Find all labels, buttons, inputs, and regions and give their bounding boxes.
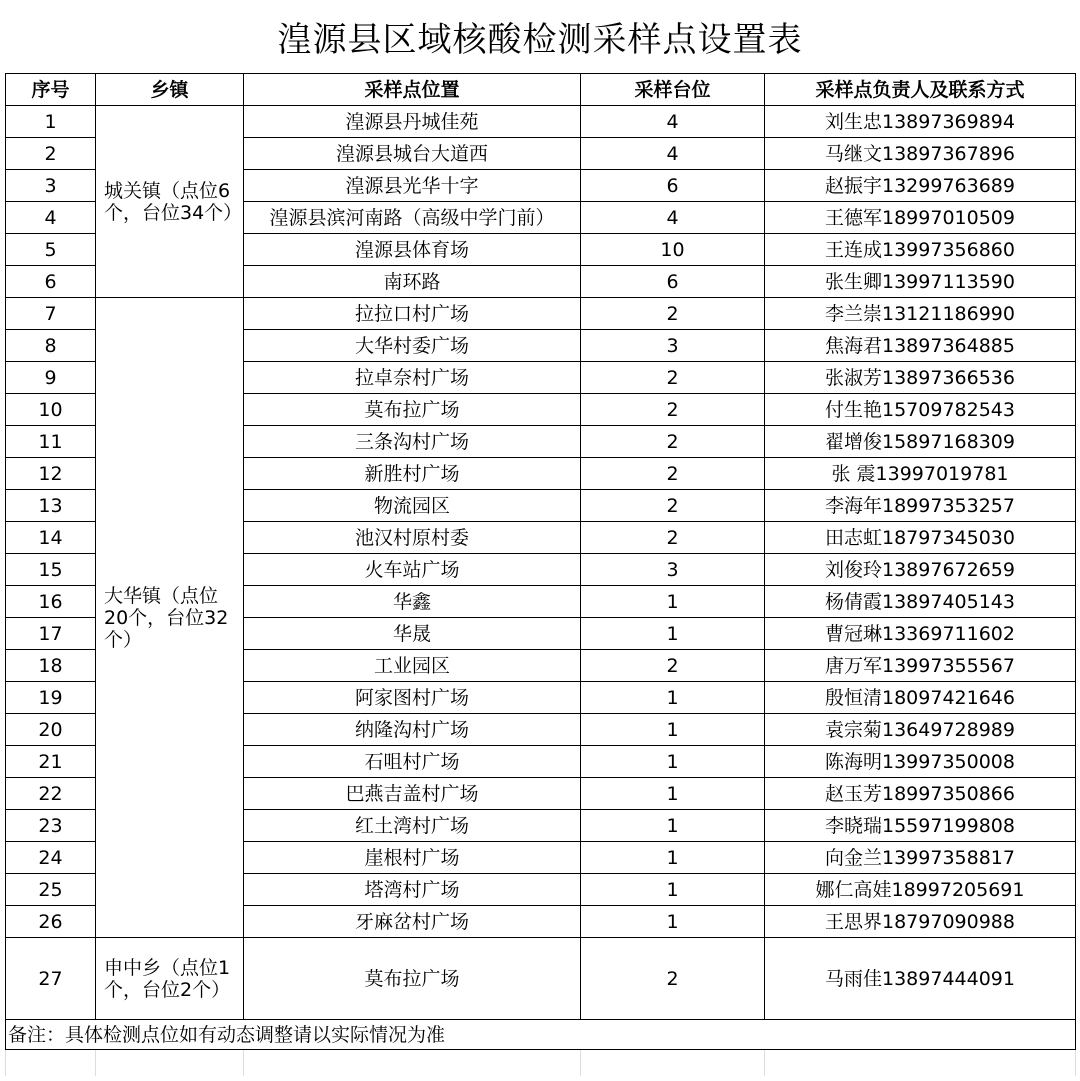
desks-cell: 1 bbox=[581, 618, 765, 650]
desks-cell: 2 bbox=[581, 522, 765, 554]
row-number: 14 bbox=[6, 522, 96, 554]
location-cell: 华晟 bbox=[244, 618, 581, 650]
location-cell: 湟源县体育场 bbox=[244, 234, 581, 266]
contact-cell: 向金兰13997358817 bbox=[765, 842, 1076, 874]
location-cell: 巴燕吉盖村广场 bbox=[244, 778, 581, 810]
desks-cell: 2 bbox=[581, 426, 765, 458]
location-cell: 塔湾村广场 bbox=[244, 874, 581, 906]
contact-cell: 刘生忠13897369894 bbox=[765, 106, 1076, 138]
location-cell: 池汉村原村委 bbox=[244, 522, 581, 554]
row-number: 27 bbox=[6, 938, 96, 1020]
row-number: 18 bbox=[6, 650, 96, 682]
page-title: 湟源县区域核酸检测采样点设置表 bbox=[277, 20, 803, 60]
row-number: 9 bbox=[6, 362, 96, 394]
row-number: 11 bbox=[6, 426, 96, 458]
row-number: 22 bbox=[6, 778, 96, 810]
row-number: 16 bbox=[6, 586, 96, 618]
contact-cell: 翟增俊15897168309 bbox=[765, 426, 1076, 458]
contact-cell: 马雨佳13897444091 bbox=[765, 938, 1076, 1020]
desks-cell: 10 bbox=[581, 234, 765, 266]
note-text: 备注：具体检测点位如有动态调整请以实际情况为准 bbox=[6, 1020, 1076, 1050]
row-number: 26 bbox=[6, 906, 96, 938]
row-number: 23 bbox=[6, 810, 96, 842]
contact-cell: 张淑芳13897366536 bbox=[765, 362, 1076, 394]
contact-cell: 李海年18997353257 bbox=[765, 490, 1076, 522]
contact-cell: 张 震13997019781 bbox=[765, 458, 1076, 490]
desks-cell: 2 bbox=[581, 650, 765, 682]
desks-cell: 2 bbox=[581, 362, 765, 394]
town-cell: 大华镇（点位20个，台位32个） bbox=[96, 298, 244, 938]
header-desks: 采样台位 bbox=[581, 74, 765, 106]
header-town: 乡镇 bbox=[96, 74, 244, 106]
row-number: 4 bbox=[6, 202, 96, 234]
location-cell: 崖根村广场 bbox=[244, 842, 581, 874]
location-cell: 纳隆沟村广场 bbox=[244, 714, 581, 746]
table-row bbox=[6, 938, 1076, 1020]
desks-cell: 2 bbox=[581, 458, 765, 490]
desks-cell: 1 bbox=[581, 842, 765, 874]
location-cell: 拉卓奈村广场 bbox=[244, 362, 581, 394]
desks-cell: 3 bbox=[581, 554, 765, 586]
desks-cell: 6 bbox=[581, 266, 765, 298]
row-number: 12 bbox=[6, 458, 96, 490]
contact-cell: 焦海君13897364885 bbox=[765, 330, 1076, 362]
row-number: 7 bbox=[6, 298, 96, 330]
row-number: 2 bbox=[6, 138, 96, 170]
header-contact: 采样点负责人及联系方式 bbox=[765, 74, 1076, 106]
desks-cell: 1 bbox=[581, 810, 765, 842]
row-number: 8 bbox=[6, 330, 96, 362]
desks-cell: 4 bbox=[581, 202, 765, 234]
desks-cell: 1 bbox=[581, 714, 765, 746]
note-row bbox=[6, 1020, 1076, 1050]
location-cell: 南环路 bbox=[244, 266, 581, 298]
contact-cell: 田志虹18797345030 bbox=[765, 522, 1076, 554]
location-cell: 莫布拉广场 bbox=[244, 394, 581, 426]
location-cell: 物流园区 bbox=[244, 490, 581, 522]
table-row bbox=[6, 298, 1076, 330]
contact-cell: 王连成13997356860 bbox=[765, 234, 1076, 266]
location-cell: 火车站广场 bbox=[244, 554, 581, 586]
location-cell: 牙麻岔村广场 bbox=[244, 906, 581, 938]
contact-cell: 唐万军13997355567 bbox=[765, 650, 1076, 682]
row-number: 24 bbox=[6, 842, 96, 874]
contact-cell: 赵玉芳18997350866 bbox=[765, 778, 1076, 810]
location-cell: 石咀村广场 bbox=[244, 746, 581, 778]
contact-cell: 马继文13897367896 bbox=[765, 138, 1076, 170]
desks-cell: 4 bbox=[581, 138, 765, 170]
contact-cell: 张生卿13997113590 bbox=[765, 266, 1076, 298]
contact-cell: 赵振宇13299763689 bbox=[765, 170, 1076, 202]
location-cell: 湟源县城台大道西 bbox=[244, 138, 581, 170]
contact-cell: 王思界18797090988 bbox=[765, 906, 1076, 938]
table-header-row bbox=[6, 74, 1076, 106]
contact-cell: 刘俊玲13897672659 bbox=[765, 554, 1076, 586]
location-cell: 新胜村广场 bbox=[244, 458, 581, 490]
header-location: 采样点位置 bbox=[244, 74, 581, 106]
row-number: 21 bbox=[6, 746, 96, 778]
row-number: 25 bbox=[6, 874, 96, 906]
desks-cell: 1 bbox=[581, 778, 765, 810]
location-cell: 莫布拉广场 bbox=[244, 938, 581, 1020]
contact-cell: 王德军18997010509 bbox=[765, 202, 1076, 234]
desks-cell: 2 bbox=[581, 298, 765, 330]
row-number: 10 bbox=[6, 394, 96, 426]
location-cell: 湟源县光华十字 bbox=[244, 170, 581, 202]
contact-cell: 殷恒清18097421646 bbox=[765, 682, 1076, 714]
row-number: 6 bbox=[6, 266, 96, 298]
contact-cell: 付生艳15709782543 bbox=[765, 394, 1076, 426]
desks-cell: 1 bbox=[581, 906, 765, 938]
desks-cell: 3 bbox=[581, 330, 765, 362]
desks-cell: 2 bbox=[581, 490, 765, 522]
contact-cell: 杨倩霞13897405143 bbox=[765, 586, 1076, 618]
row-number: 3 bbox=[6, 170, 96, 202]
row-number: 5 bbox=[6, 234, 96, 266]
row-number: 20 bbox=[6, 714, 96, 746]
desks-cell: 6 bbox=[581, 170, 765, 202]
document-page bbox=[5, 0, 1075, 1076]
contact-cell: 李兰崇13121186990 bbox=[765, 298, 1076, 330]
location-cell: 阿家图村广场 bbox=[244, 682, 581, 714]
location-cell: 拉拉口村广场 bbox=[244, 298, 581, 330]
location-cell: 红土湾村广场 bbox=[244, 810, 581, 842]
contact-cell: 曹冠琳13369711602 bbox=[765, 618, 1076, 650]
location-cell: 湟源县滨河南路（高级中学门前） bbox=[244, 202, 581, 234]
contact-cell: 李晓瑞15597199808 bbox=[765, 810, 1076, 842]
desks-cell: 2 bbox=[581, 394, 765, 426]
location-cell: 三条沟村广场 bbox=[244, 426, 581, 458]
contact-cell: 陈海明13997350008 bbox=[765, 746, 1076, 778]
header-no: 序号 bbox=[6, 74, 96, 106]
location-cell: 湟源县丹城佳苑 bbox=[244, 106, 581, 138]
location-cell: 工业园区 bbox=[244, 650, 581, 682]
row-number: 19 bbox=[6, 682, 96, 714]
town-cell: 申中乡（点位1个，台位2个） bbox=[96, 938, 244, 1020]
desks-cell: 1 bbox=[581, 586, 765, 618]
row-number: 15 bbox=[6, 554, 96, 586]
contact-cell: 袁宗菊13649728989 bbox=[765, 714, 1076, 746]
row-number: 1 bbox=[6, 106, 96, 138]
town-cell: 城关镇（点位6个，台位34个） bbox=[96, 106, 244, 298]
location-cell: 华鑫 bbox=[244, 586, 581, 618]
row-number: 17 bbox=[6, 618, 96, 650]
row-number: 13 bbox=[6, 490, 96, 522]
sampling-sites-table bbox=[5, 73, 1076, 1076]
desks-cell: 4 bbox=[581, 106, 765, 138]
blank-row bbox=[6, 1050, 1076, 1077]
location-cell: 大华村委广场 bbox=[244, 330, 581, 362]
table-body bbox=[6, 106, 1076, 1020]
desks-cell: 2 bbox=[581, 938, 765, 1020]
table-row bbox=[6, 106, 1076, 138]
desks-cell: 1 bbox=[581, 746, 765, 778]
contact-cell: 娜仁高娃18997205691 bbox=[765, 874, 1076, 906]
desks-cell: 1 bbox=[581, 874, 765, 906]
desks-cell: 1 bbox=[581, 682, 765, 714]
